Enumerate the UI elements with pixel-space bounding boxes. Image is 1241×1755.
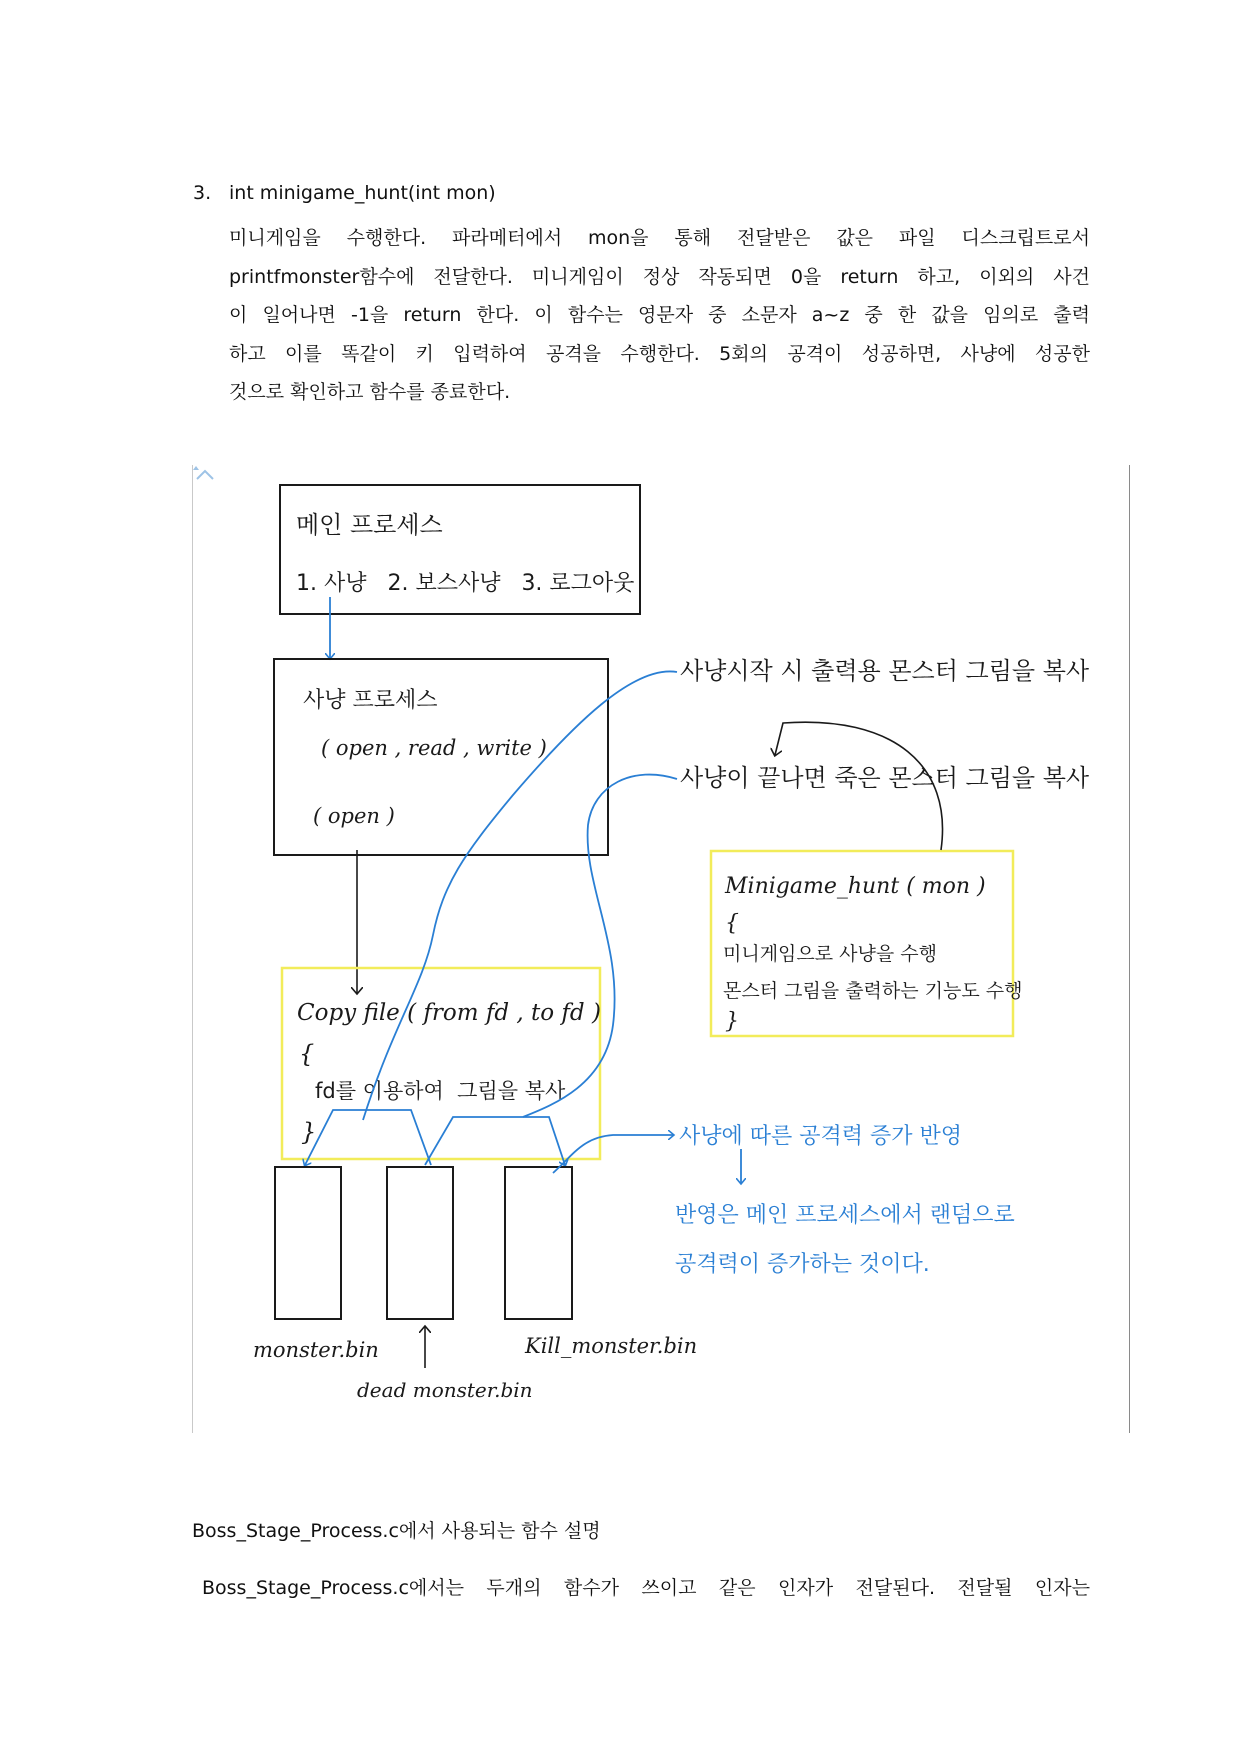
note-reflect-line1: 반영은 메인 프로세스에서 랜덤으로 [675, 1203, 1015, 1228]
process-diagram [192, 465, 1130, 1433]
paragraph-line: 미니게임을 수행한다. 파라메터에서 mon을 통해 전달받은 값은 파일 디스크립트로서 [229, 227, 1090, 249]
paragraph-line: printfmonster함수에 전달한다. 미니게임이 정상 작동되면 0을 return 하고, 이외의 사건 [229, 265, 1090, 288]
copyfile-body: fd를 이용하여 그림을 복사 [315, 1079, 566, 1103]
start-split-right [373, 1110, 431, 1165]
section-title: int minigame_hunt(int mon) [229, 182, 496, 204]
hunt-process-line2: ( open ) [313, 804, 395, 828]
minigame-line2: 몬스터 그림을 출력하는 기능도 수행 [723, 980, 1023, 1002]
note-attack-up: 사냥에 따른 공격력 증가 반영 [679, 1124, 962, 1149]
note-start-copy: 사냥시작 시 출력용 몬스터 그림을 복사 [680, 657, 1090, 685]
section-number: 3. [193, 182, 212, 204]
main-process-menu: 1. 사냥 2. 보스사냥 3. 로그아웃 [296, 571, 635, 596]
copyfile-open-brace: { [299, 1040, 315, 1068]
minigame-signature: Minigame_hunt ( mon ) [725, 874, 986, 899]
copyfile-signature: Copy file ( from fd , to fd ) [297, 1000, 601, 1026]
copyfile-close-brace: } [301, 1118, 317, 1146]
note-end-copy: 사냥이 끝나면 죽은 몬스터 그림을 복사 [680, 764, 1090, 792]
dead-monster-bin-box [387, 1167, 453, 1319]
paragraph-line: 것으로 확인하고 함수를 종료한다. [229, 381, 511, 404]
hunt-process-title: 사냥 프로세스 [303, 688, 438, 713]
hunt-process-line1: ( open , read , write ) [321, 736, 547, 760]
copyfile-box [282, 968, 600, 1159]
paragraph-line: 이 일어나면 -1을 return 한다. 이 함수는 영문자 중 소문자 a~z 중 한 값을 임의로 출력 [229, 304, 1090, 327]
minigame-close-brace: } [725, 1009, 739, 1034]
paragraph-line: 하고 이를 똑같이 키 입력하여 공격을 수행한다. 5회의 공격이 성공하면, 사냥에 성공한 [229, 342, 1090, 365]
minigame-open-brace: { [725, 911, 739, 936]
footer-paragraph-line: Boss_Stage_Process.c에서는 두개의 함수가 쓰이고 같은 인자가 전달된다. 전달될 인자는 [202, 1577, 1090, 1599]
kill-monster-bin-box [505, 1167, 572, 1319]
section-paragraph [229, 219, 1090, 412]
note-reflect-line2: 공격력이 증가하는 것이다. [675, 1252, 930, 1277]
diagram-canvas [193, 465, 1129, 1433]
dead-monster-bin-label: dead monster.bin [357, 1378, 533, 1402]
subheading: Boss_Stage_Process.c에서 사용되는 함수 설명 [192, 1520, 601, 1542]
main-process-title: 메인 프로세스 [296, 511, 443, 539]
minigame-line1: 미니게임으로 사냥을 수행 [723, 943, 937, 965]
scroll-indicator-icon [193, 465, 199, 471]
monster-bin-label: monster.bin [253, 1338, 379, 1362]
kill-monster-bin-label: Kill_monster.bin [525, 1334, 698, 1358]
monster-bin-box [275, 1167, 341, 1319]
